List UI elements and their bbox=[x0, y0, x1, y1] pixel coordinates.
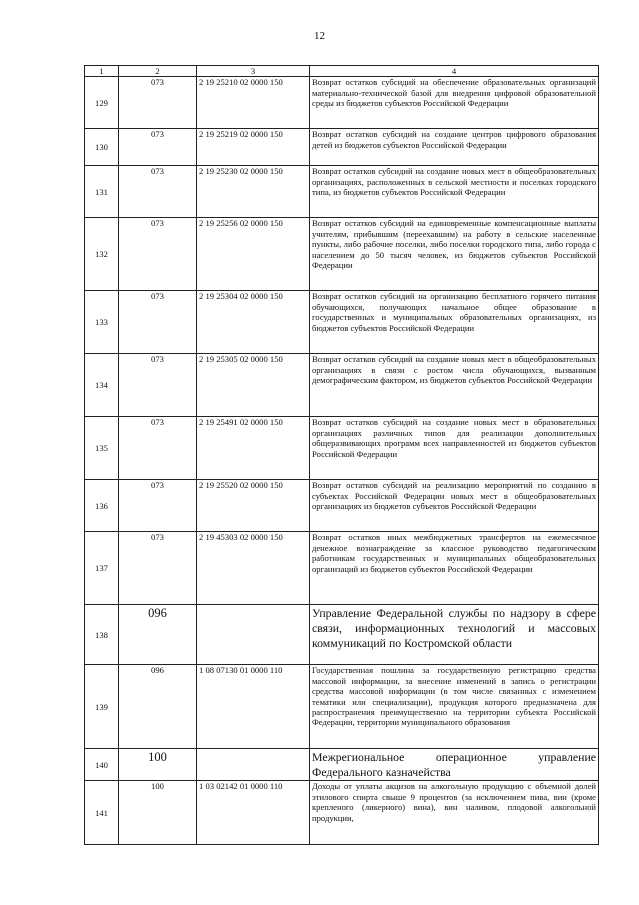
row-number: 129 bbox=[85, 77, 119, 129]
budget-classification-code: 1 08 07130 01 0000 110 bbox=[197, 665, 310, 749]
table-row bbox=[85, 218, 599, 291]
budget-classification-code: 2 19 25219 02 0000 150 bbox=[197, 129, 310, 166]
table-row bbox=[85, 129, 599, 166]
row-number: 131 bbox=[85, 166, 119, 218]
revenue-description: Возврат остатков субсидий на создание центров цифрового образования детей из бюджетов субъектов Российской Федерации bbox=[310, 129, 599, 166]
row-number: 133 bbox=[85, 291, 119, 354]
administrator-code: 073 bbox=[119, 291, 197, 354]
table-row bbox=[85, 77, 599, 129]
table-header-row bbox=[85, 66, 599, 77]
administrator-code: 100 bbox=[119, 749, 197, 781]
budget-classification-code bbox=[197, 749, 310, 781]
table-row bbox=[85, 166, 599, 218]
row-number: 130 bbox=[85, 129, 119, 166]
administrator-code: 073 bbox=[119, 166, 197, 218]
revenue-description: Возврат остатков субсидий на реализацию мероприятий по созданию в субъектах Российской Федерации новых мест в общеобразовательных организациях из бюджетов субъектов Российской Федерации bbox=[310, 480, 599, 532]
table-row bbox=[85, 480, 599, 532]
column-header: 4 bbox=[310, 66, 599, 77]
budget-classification-code: 2 19 25520 02 0000 150 bbox=[197, 480, 310, 532]
table-row bbox=[85, 291, 599, 354]
column-header: 2 bbox=[119, 66, 197, 77]
budget-classification-code: 2 19 25230 02 0000 150 bbox=[197, 166, 310, 218]
table-row bbox=[85, 749, 599, 781]
row-number: 135 bbox=[85, 417, 119, 480]
table-row bbox=[85, 665, 599, 749]
revenue-description: Доходы от уплаты акцизов на алкогольную продукцию с объемной долей этилового спирта свыше 9 процентов (за исключением пива, вин (кроме крепленого (ликерного) вина), вин наливом, плодовой алкогольной продукции, bbox=[310, 781, 599, 845]
administrator-code: 096 bbox=[119, 605, 197, 665]
table-row bbox=[85, 605, 599, 665]
administrator-code: 073 bbox=[119, 480, 197, 532]
table-row bbox=[85, 417, 599, 480]
table-row bbox=[85, 354, 599, 417]
column-header: 3 bbox=[197, 66, 310, 77]
administrator-code: 073 bbox=[119, 77, 197, 129]
revenue-description: Управление Федеральной службы по надзору в сфере связи, информационных технологий и массовых коммуникаций по Костромской области bbox=[310, 605, 599, 665]
administrator-code: 100 bbox=[119, 781, 197, 845]
row-number: 138 bbox=[85, 605, 119, 665]
budget-classification-code: 2 19 25210 02 0000 150 bbox=[197, 77, 310, 129]
revenue-description: Возврат остатков субсидий на создание новых мест в общеобразовательных организациях, расположенных в сельской местности и поселках городского типа, из бюджетов субъектов Российской Федерации bbox=[310, 166, 599, 218]
revenue-description: Государственная пошлина за государственную регистрацию средства массовой информации, за внесение изменений в запись о регистрации средства массовой информации (в том числе связанных с изменением тематики или специализации), продукция которого предназначена для распространения преимущественно на территории субъекта Российской Федерации, территории муниципального образования bbox=[310, 665, 599, 749]
budget-classification-code: 1 03 02142 01 0000 110 bbox=[197, 781, 310, 845]
table-row bbox=[85, 532, 599, 605]
row-number: 140 bbox=[85, 749, 119, 781]
administrator-code: 096 bbox=[119, 665, 197, 749]
page-number: 12 bbox=[314, 30, 325, 42]
budget-classification-code: 2 19 25305 02 0000 150 bbox=[197, 354, 310, 417]
revenue-description: Возврат остатков субсидий на единовременные компенсационные выплаты учителям, прибывшим (переехавшим) на работу в сельские населенные пункты, либо рабочие поселки, либо поселки городского типа, либо города с населением до 50 тысяч человек, из бюджетов субъектов Российской Федерации bbox=[310, 218, 599, 291]
row-number: 132 bbox=[85, 218, 119, 291]
revenue-code-table bbox=[84, 65, 599, 845]
revenue-description: Возврат остатков субсидий на организацию бесплатного горячего питания обучающихся, получающих начальное общее образование в государственных и муниципальных образовательных организациях, из бюджетов субъектов Российской Федерации bbox=[310, 291, 599, 354]
row-number: 137 bbox=[85, 532, 119, 605]
column-header: 1 bbox=[85, 66, 119, 77]
administrator-code: 073 bbox=[119, 354, 197, 417]
row-number: 136 bbox=[85, 480, 119, 532]
revenue-description: Межрегиональное операционное управление Федерального казначейства bbox=[310, 749, 599, 781]
administrator-code: 073 bbox=[119, 129, 197, 166]
revenue-description: Возврат остатков субсидий на обеспечение образовательных организаций материально-технической базой для внедрения цифровой образовательной среды из бюджетов субъектов Российской Федерации bbox=[310, 77, 599, 129]
row-number: 139 bbox=[85, 665, 119, 749]
budget-classification-code: 2 19 25491 02 0000 150 bbox=[197, 417, 310, 480]
budget-classification-code: 2 19 25304 02 0000 150 bbox=[197, 291, 310, 354]
budget-classification-code: 2 19 45303 02 0000 150 bbox=[197, 532, 310, 605]
revenue-description: Возврат остатков субсидий на создание новых мест в образовательных организациях различных типов для реализации дополнительных общеразвивающих программ всех направленностей из бюджетов субъектов Российской Федерации bbox=[310, 417, 599, 480]
budget-classification-code bbox=[197, 605, 310, 665]
revenue-description: Возврат остатков субсидий на создание новых мест в общеобразовательных организациях в связи с ростом числа обучающихся, вызванным демографическим фактором, из бюджетов субъектов Российской Федерации bbox=[310, 354, 599, 417]
administrator-code: 073 bbox=[119, 218, 197, 291]
administrator-code: 073 bbox=[119, 532, 197, 605]
row-number: 141 bbox=[85, 781, 119, 845]
budget-classification-code: 2 19 25256 02 0000 150 bbox=[197, 218, 310, 291]
revenue-description: Возврат остатков иных межбюджетных трансфертов на ежемесячное денежное вознаграждение за классное руководство педагогическим работникам государственных и муниципальных общеобразовательных организаций из бюджетов субъектов Российской Федерации bbox=[310, 532, 599, 605]
table-row bbox=[85, 781, 599, 845]
row-number: 134 bbox=[85, 354, 119, 417]
administrator-code: 073 bbox=[119, 417, 197, 480]
